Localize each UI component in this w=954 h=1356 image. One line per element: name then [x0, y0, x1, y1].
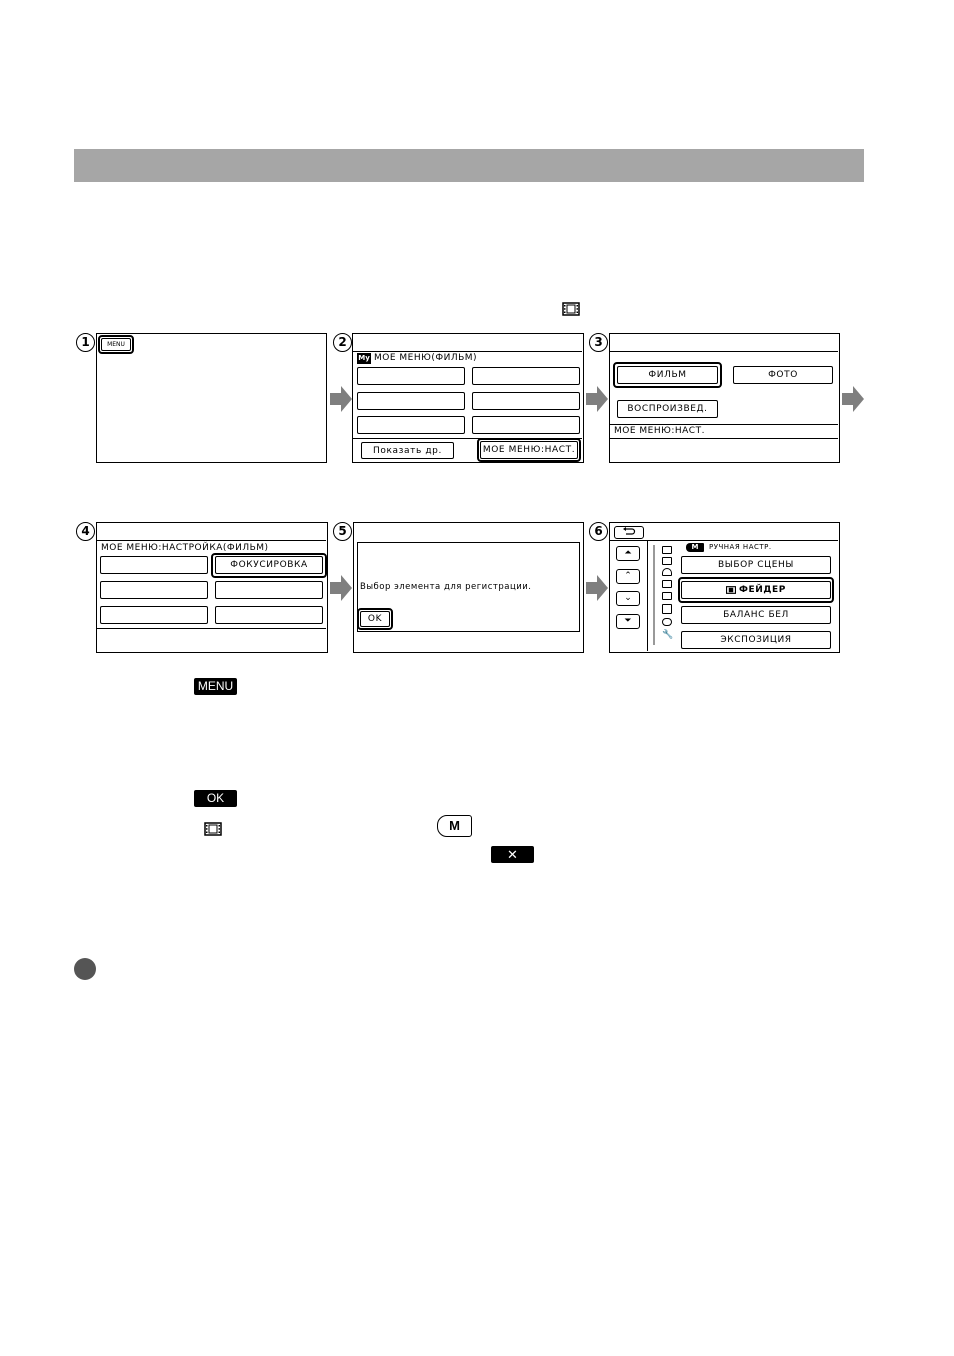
scroll-down-button[interactable]: ⌄ [616, 591, 640, 606]
fader-button[interactable] [681, 581, 831, 599]
category-tab-icon[interactable] [662, 618, 672, 626]
white-balance-button[interactable]: БАЛАНС БЕЛ [681, 606, 831, 624]
screen-step-2 [352, 333, 584, 463]
scroll-top-button[interactable]: ⏶ [616, 546, 640, 561]
dialog-message: Выбор элемента для регистрации. [360, 582, 532, 592]
return-icon [622, 527, 636, 536]
scene-select-button[interactable]: ВЫБОР СЦЕНЫ [681, 556, 831, 574]
empty-slot[interactable] [472, 392, 580, 410]
movie-button[interactable]: ФИЛЬМ [617, 366, 718, 384]
screen-title: МОЕ МЕНЮ(ФИЛЬМ) [374, 353, 478, 363]
menu-badge: MENU [194, 678, 237, 695]
screen-step-4 [96, 522, 328, 653]
screen-step-6 [609, 522, 840, 653]
fader-label: ФЕЙДЕР [739, 585, 786, 595]
manual-badge: M [686, 543, 704, 552]
screen-step-5 [353, 522, 584, 653]
screen-step-3 [609, 333, 840, 463]
empty-slot[interactable] [215, 606, 323, 624]
menu-button[interactable]: MENU [101, 338, 131, 351]
film-icon [204, 822, 222, 836]
film-icon [726, 586, 736, 594]
film-icon [562, 302, 580, 316]
arrow-right-icon [586, 386, 608, 412]
wrench-icon[interactable]: 🔧 [662, 630, 674, 640]
empty-slot[interactable] [357, 416, 465, 434]
ok-badge: OK [194, 790, 237, 807]
screen-title: МОЕ МЕНЮ:НАСТРОЙКА(ФИЛЬМ) [101, 543, 269, 553]
scroll-up-button[interactable]: ⌃ [616, 569, 640, 584]
playback-button[interactable]: ВОСПРОИЗВЕД. [617, 400, 718, 418]
empty-slot[interactable] [100, 581, 208, 599]
arrow-right-icon [842, 386, 864, 412]
ok-button[interactable]: OK [360, 611, 390, 627]
empty-slot[interactable] [100, 556, 208, 574]
category-tab-icon[interactable] [662, 557, 672, 565]
empty-slot[interactable] [215, 581, 323, 599]
arrow-right-icon [586, 575, 608, 601]
screen-footer-label: МОЕ МЕНЮ:НАСТ. [614, 426, 705, 436]
close-badge: ✕ [491, 846, 534, 863]
empty-slot[interactable] [357, 367, 465, 385]
category-tab-icon[interactable] [662, 592, 672, 600]
step-number-1: 1 [76, 333, 95, 352]
arrow-right-icon [330, 386, 352, 412]
screen-step-1 [96, 333, 327, 463]
step-number-3: 3 [589, 333, 608, 352]
exposure-button[interactable]: ЭКСПОЗИЦИЯ [681, 631, 831, 649]
back-button[interactable] [614, 526, 644, 539]
note-bullet [74, 958, 96, 980]
photo-button[interactable]: ФОТО [733, 366, 833, 384]
manual-m-badge: M [437, 815, 472, 837]
scroll-bottom-button[interactable]: ⏷ [616, 614, 640, 629]
step-number-5: 5 [333, 522, 352, 541]
step-number-2: 2 [333, 333, 352, 352]
empty-slot[interactable] [357, 392, 465, 410]
empty-slot[interactable] [100, 606, 208, 624]
show-more-button[interactable]: Показать др. [361, 442, 454, 459]
empty-slot[interactable] [472, 367, 580, 385]
category-tab-icon[interactable] [662, 604, 672, 614]
focus-button[interactable]: ФОКУСИРОВКА [215, 556, 323, 574]
category-title: РУЧНАЯ НАСТР. [709, 543, 772, 551]
step-number-4: 4 [76, 522, 95, 541]
my-menu-setup-button[interactable]: МОЕ МЕНЮ:НАСТ. [480, 441, 578, 459]
step-number-6: 6 [589, 522, 608, 541]
home-tab-icon[interactable] [662, 568, 672, 576]
category-tab-icon[interactable] [662, 580, 672, 588]
category-tab-icon[interactable] [662, 546, 672, 554]
my-menu-badge: My [358, 354, 370, 362]
empty-slot[interactable] [472, 416, 580, 434]
arrow-right-icon [330, 575, 352, 601]
section-header-bar [74, 149, 864, 182]
